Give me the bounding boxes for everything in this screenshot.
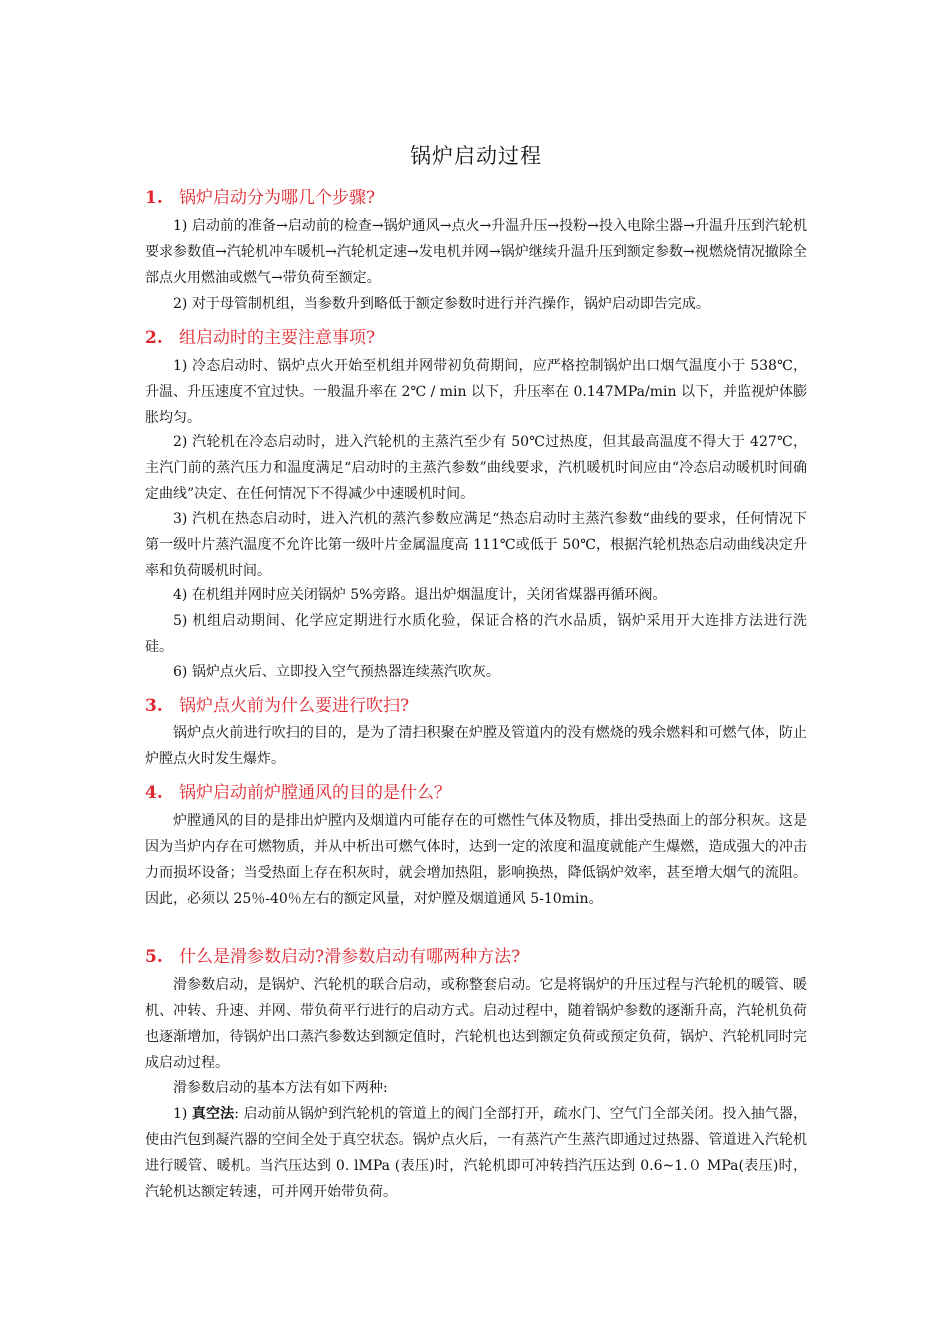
- paragraph: 炉膛通风的目的是排出炉膛内及烟道内可能存在的可燃性气体及物质，排出受热面上的部分积灰。这是因为当炉内存在可燃物质，并从中析出可燃气体时，达到一定的浓度和温度就能产生爆燃，造成强大的冲击力而损坏设备；当受热面上存在积灰时，就会增加热阻，影响换热，降低锅炉效率，甚至增大烟气的流阻。因此，必须以 25％-40％左右的额定风量，对炉膛及烟道通风 5-10min。: [145, 813, 807, 907]
- section-title: 锅炉点火前为什么要进行吹扫?: [179, 696, 410, 716]
- section-3-heading: [145, 691, 807, 716]
- section-4-heading: [145, 778, 807, 803]
- section-5-heading: [145, 942, 807, 967]
- paragraph: 4) 在机组并网时应关闭锅炉 5%旁路。退出炉烟温度计，关闭省煤器再循环阀。: [173, 587, 667, 603]
- section-number: 3.: [145, 696, 163, 716]
- section-number: 1.: [145, 188, 163, 208]
- section-2-heading: [145, 323, 807, 348]
- page-title: 锅炉启动过程: [410, 144, 542, 168]
- section-title: 什么是滑参数启动?滑参数启动有哪两种方法?: [179, 947, 521, 967]
- paragraph: 1) 启动前的准备→启动前的检查→锅炉通风→点火→升温升压→投粉→投入电除尘器→升温升压到汽轮机要求参数值→汽轮机冲车暖机→汽轮机定速→发电机并网→锅炉继续升温升压到额定参数→视燃烧情况撤除全部点火用燃油或燃气→带负荷至额定。: [145, 218, 807, 286]
- method-term: 真空法: [191, 1106, 235, 1122]
- section-title: 锅炉启动前炉膛通风的目的是什么？: [179, 783, 451, 803]
- method-text: : 启动前从锅炉到汽轮机的管道上的阀门全部打开，疏水门、空气门全部关闭。投入抽气器，使由汽包到凝汽器的空间全处于真空状态。锅炉点火后，一有蒸汽产生蒸汽即通过过热器、管道进入汽轮机进行暖管、暖机。当汽压达到 0. lMPa (表压)时，汽轮机即可冲转挡汽压达到 0.6~1.０ MPa(表压)时，汽轮机达额定转速，可并网开始带负荷。: [145, 1106, 808, 1200]
- method-prefix: 1): [173, 1106, 192, 1122]
- paragraph: 5) 机组启动期间、化学应定期进行水质化验，保证合格的汽水品质，锅炉采用开大连排方法进行洗硅。: [145, 613, 807, 655]
- paragraph: 滑参数启动，是锅炉、汽轮机的联合启动，或称整套启动。它是将锅炉的升压过程与汽轮机的暖管、暖机、冲转、升速、并网、带负荷平行进行的启动方式。启动过程中，随着锅炉参数的逐渐升高，汽轮机负荷也逐渐增加，待锅炉出口蒸汽参数达到额定值时，汽轮机也达到额定负荷或预定负荷，锅炉、汽轮机同时完成启动过程。: [145, 977, 807, 1071]
- paragraph: 2) 对于母管制机组，当参数升到略低于额定参数时进行并汽操作，锅炉启动即告完成。: [173, 296, 710, 312]
- paragraph: 滑参数启动的基本方法有如下两种:: [173, 1080, 388, 1096]
- section-number: 5.: [145, 947, 163, 967]
- paragraph: 1) 冷态启动时、锅炉点火开始至机组并网带初负荷期间，应严格控制锅炉出口烟气温度小于 538℃，升温、升压速度不宜过快。一般温升率在 2℃ / min 以下，升压率在 0.147MPa/min 以下，并监视炉体膨胀均匀。: [145, 358, 807, 426]
- method-paragraph: [145, 1101, 807, 1205]
- section-title: 锅炉启动分为哪几个步骤?: [179, 188, 376, 208]
- paragraph: 3) 汽机在热态启动时，进入汽机的蒸汽参数应满足“热态启动时主蒸汽参数“曲线的要求，任何情况下第一级叶片蒸汽温度不允许比第一级叶片金属温度高 111℃或低于 50℃，根据汽轮机热态启动曲线决定升率和负荷暖机时间。: [145, 511, 807, 579]
- paragraph: 锅炉点火前进行吹扫的目的，是为了清扫积聚在炉膛及管道内的没有燃烧的残余燃料和可燃气体，防止炉膛点火时发生爆炸。: [145, 725, 807, 767]
- section-1-heading: [145, 183, 807, 208]
- section-number: 2.: [145, 328, 163, 348]
- paragraph: 2) 汽轮机在冷态启动时，进入汽轮机的主蒸汽至少有 50℃过热度，但其最高温度不得大于 427℃，主汽门前的蒸汽压力和温度满足“启动时的主蒸汽参数”曲线要求，汽机暖机时间应由“冷态启动暖机时间确定曲线”决定、在任何情况下不得减少中速暖机时间。: [145, 434, 807, 502]
- section-number: 4.: [145, 783, 163, 803]
- paragraph: 6) 锅炉点火后、立即投入空气预热器连续蒸汽吹灰。: [173, 664, 500, 680]
- section-title: 组启动时的主要注意事项?: [179, 328, 376, 348]
